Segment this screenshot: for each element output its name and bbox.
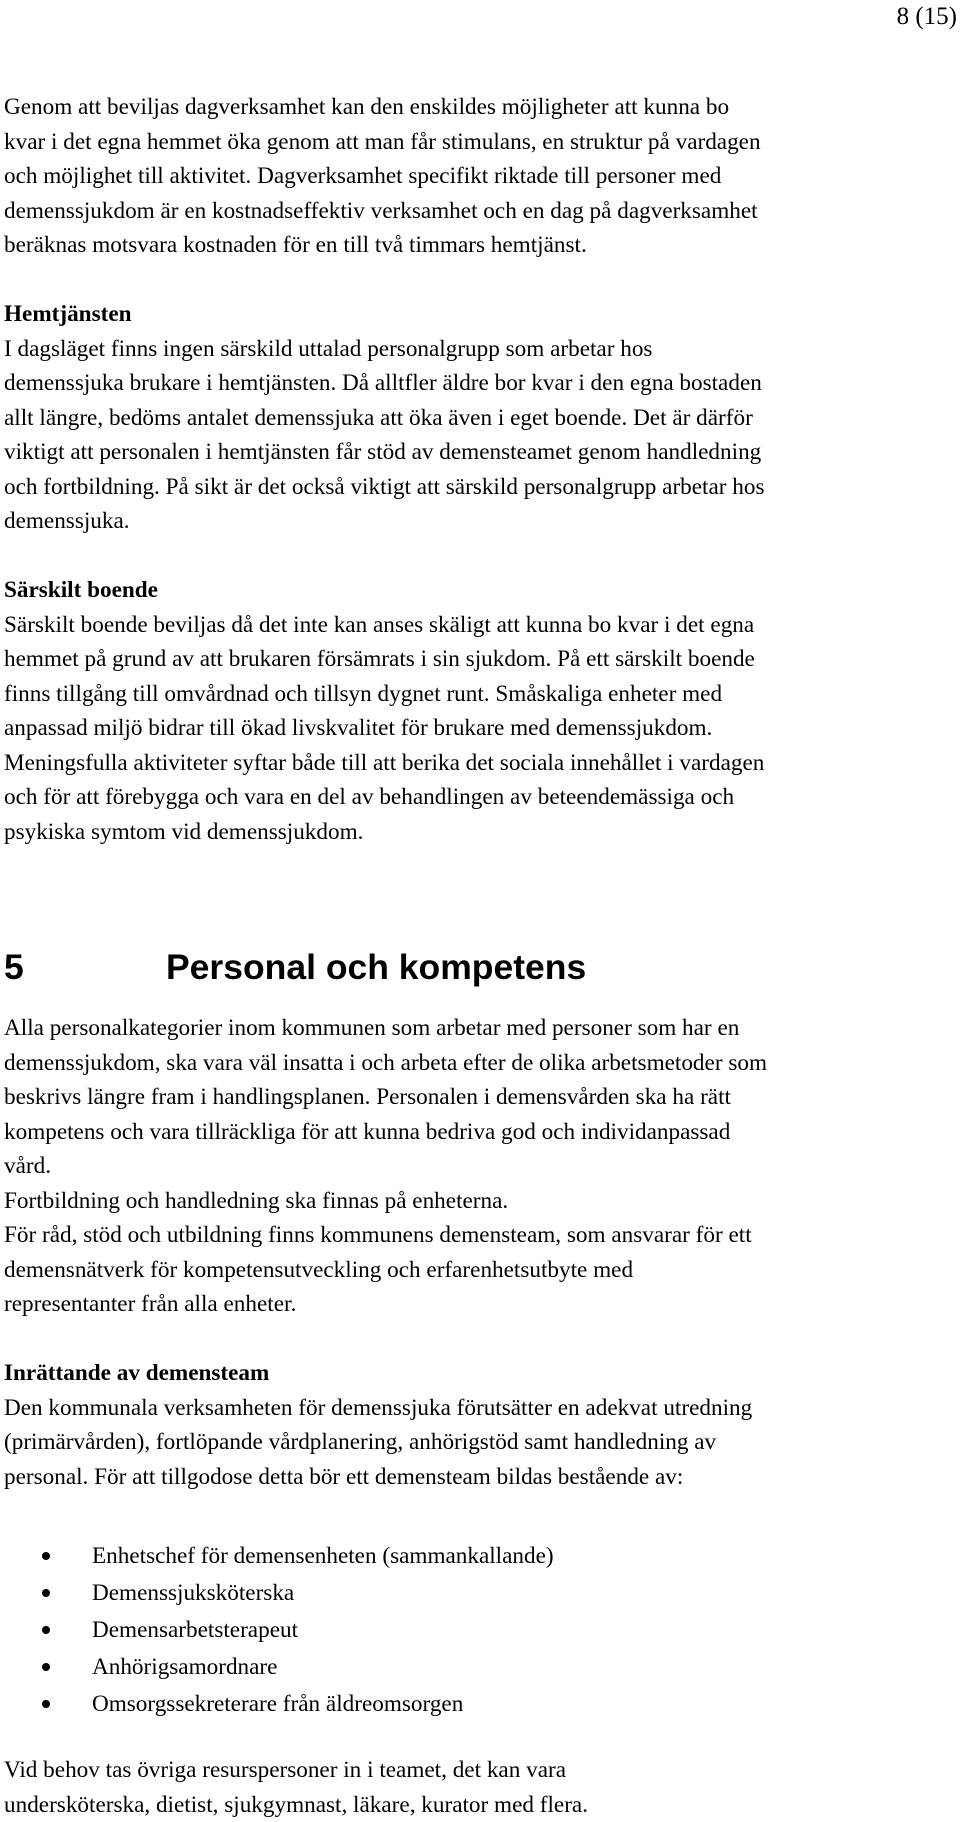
- paragraph-line: demenssjukdom, ska vara väl insatta i och arbeta efter de olika arbetsmetoder som: [4, 1046, 954, 1081]
- paragraph-line: hemmet på grund av att brukaren försämrats i sin sjukdom. På ett särskilt boende: [4, 642, 954, 677]
- paragraph-line: Särskilt boende beviljas då det inte kan anses skäligt att kunna bo kvar i det egna: [4, 608, 954, 643]
- list-item-label: Anhörigsamordnare: [92, 1654, 277, 1680]
- paragraph-line: beskrivs längre fram i handlingsplanen. Personalen i demensvården ska ha rätt: [4, 1080, 954, 1115]
- paragraph-line: psykiska symtom vid demenssjukdom.: [4, 815, 954, 850]
- list-item-label: Demenssjuksköterska: [92, 1580, 294, 1606]
- list-item-label: Enhetschef för demensenheten (sammankallande): [92, 1543, 554, 1569]
- paragraph-line: Fortbildning och handledning ska finnas på enheterna.: [4, 1184, 954, 1219]
- paragraph-line: I dagsläget finns ingen särskild uttalad personalgrupp som arbetar hos: [4, 332, 954, 367]
- bullet-icon: [42, 1663, 50, 1671]
- bullet-icon: [42, 1700, 50, 1708]
- paragraph-line: Meningsfulla aktiviteter syftar både till att berika det sociala innehållet i vardagen: [4, 746, 954, 781]
- section-personal: [4, 1011, 954, 1322]
- paragraph-line: personal. För att tillgodose detta bör ett demensteam bildas bestående av:: [4, 1460, 954, 1495]
- paragraph-line: kvar i det egna hemmet öka genom att man får stimulans, en struktur på vardagen: [4, 125, 954, 160]
- paragraph-line: kompetens och vara tillräckliga för att kunna bedriva god och individanpassad: [4, 1115, 954, 1150]
- paragraph-line: finns tillgång till omvårdnad och tillsyn dygnet runt. Småskaliga enheter med: [4, 677, 954, 712]
- bullet-icon: [42, 1589, 50, 1597]
- bullet-icon: [42, 1552, 50, 1560]
- paragraph-line: Alla personalkategorier inom kommunen som arbetar med personer som har en: [4, 1011, 954, 1046]
- paragraph-line: vård.: [4, 1149, 954, 1184]
- paragraph-line: viktigt att personalen i hemtjänsten får stöd av demensteamet genom handledning: [4, 435, 954, 470]
- chapter-title: Personal och kompetens: [166, 945, 586, 989]
- section-sarskilt-boende: [4, 573, 954, 849]
- chapter-heading: [4, 945, 954, 989]
- paragraph-line: (primärvården), fortlöpande vårdplanering, anhörigstöd samt handledning av: [4, 1425, 954, 1460]
- section-heading: Hemtjänsten: [4, 297, 954, 332]
- spacer: [4, 539, 954, 574]
- paragraph-line: undersköterska, dietist, sjukgymnast, läkare, kurator med flera.: [4, 1788, 954, 1822]
- list-item: [4, 1575, 954, 1612]
- paragraph-line: demenssjuka brukare i hemtjänsten. Då alltfler äldre bor kvar i den egna bostaden: [4, 366, 954, 401]
- chapter-number: 5: [4, 945, 24, 989]
- paragraph-line: Genom att beviljas dagverksamhet kan den enskildes möjligheter att kunna bo: [4, 90, 954, 125]
- paragraph-line: och fortbildning. På sikt är det också viktigt att särskild personalgrupp arbetar hos: [4, 470, 954, 505]
- list-item: [4, 1538, 954, 1575]
- section-heading: Särskilt boende: [4, 573, 954, 608]
- paragraph-line: allt längre, bedöms antalet demenssjuka att öka även i eget boende. Det är därför: [4, 401, 954, 436]
- section-hemtjansten: [4, 297, 954, 539]
- spacer: [4, 1322, 954, 1357]
- list-item-label: Demensarbetsterapeut: [92, 1617, 298, 1643]
- paragraph-line: och för att förebygga och vara en del av behandlingen av beteendemässiga och: [4, 780, 954, 815]
- list-item-label: Omsorgssekreterare från äldreomsorgen: [92, 1691, 463, 1717]
- spacer: [4, 1723, 954, 1753]
- list-item: [4, 1686, 954, 1723]
- bullet-icon: [42, 1626, 50, 1634]
- spacer: [4, 1494, 954, 1538]
- paragraph-line: Den kommunala verksamheten för demenssjuka förutsätter en adekvat utredning: [4, 1391, 954, 1426]
- section-heading: Inrättande av demensteam: [4, 1356, 954, 1391]
- list-item: [4, 1649, 954, 1686]
- page-number: 8 (15): [897, 2, 957, 32]
- paragraph-line: representanter från alla enheter.: [4, 1287, 954, 1322]
- paragraph-line: Vid behov tas övriga resurspersoner in i teamet, det kan vara: [4, 1753, 954, 1788]
- section-demensteam: [4, 1356, 954, 1822]
- spacer: [4, 263, 954, 298]
- document-body: [4, 90, 954, 1822]
- team-member-list: [4, 1538, 954, 1723]
- paragraph-line: demenssjukdom är en kostnadseffektiv verksamhet och en dag på dagverksamhet: [4, 194, 954, 229]
- paragraph-line: demensnätverk för kompetensutveckling och erfarenhetsutbyte med: [4, 1253, 954, 1288]
- intro-paragraph: [4, 90, 954, 263]
- paragraph-line: beräknas motsvara kostnaden för en till två timmars hemtjänst.: [4, 228, 954, 263]
- paragraph-line: anpassad miljö bidrar till ökad livskvalitet för brukare med demenssjukdom.: [4, 711, 954, 746]
- spacer: [4, 989, 954, 1011]
- paragraph-line: och möjlighet till aktivitet. Dagverksamhet specifikt riktade till personer med: [4, 159, 954, 194]
- paragraph-line: demenssjuka.: [4, 504, 954, 539]
- list-item: [4, 1612, 954, 1649]
- paragraph-line: För råd, stöd och utbildning finns kommunens demensteam, som ansvarar för ett: [4, 1218, 954, 1253]
